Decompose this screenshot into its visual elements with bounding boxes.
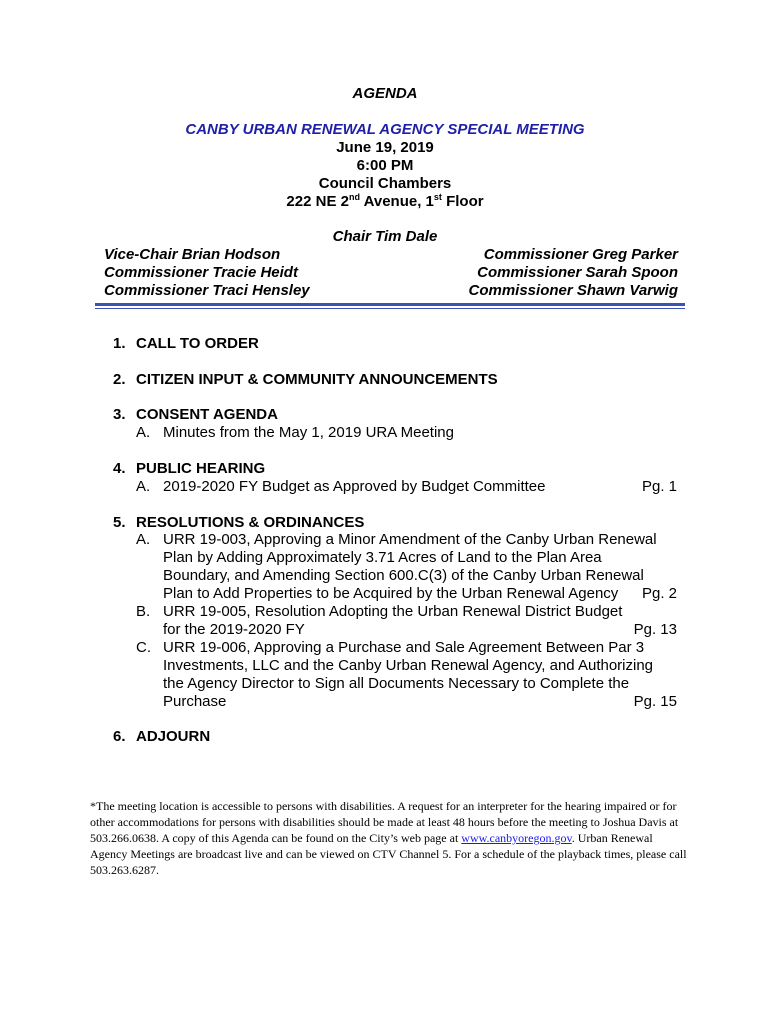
item-letter: A. [136, 531, 151, 548]
item-letter: C. [136, 639, 151, 656]
section-number: 3. [113, 406, 126, 423]
item-letter: B. [136, 603, 151, 620]
meeting-date: June 19, 2019 [336, 139, 434, 156]
section-public-hearing: PUBLIC HEARING [136, 460, 266, 477]
page-reference: Pg. 1 [641, 478, 677, 495]
item-letter: A. [136, 478, 151, 495]
chair-name: Chair Tim Dale [332, 228, 438, 245]
page-reference: Pg. 15 [633, 693, 677, 710]
section-number: 1. [113, 335, 126, 352]
item-letter: A. [136, 424, 151, 441]
item-text: Plan to Add Properties to be Acquired by the Urban Renewal Agency [163, 585, 619, 602]
item-text: Boundary, and Amending Section 600.C(3) of the Canby Urban Renewal [163, 567, 644, 584]
item-text: URR 19-005, Resolution Adopting the Urban Renewal District Budget [163, 603, 623, 620]
official-left: Commissioner Traci Hensley [104, 282, 310, 299]
official-left: Vice-Chair Brian Hodson [104, 246, 281, 263]
official-right: Commissioner Greg Parker [483, 246, 678, 263]
item-text: Plan by Adding Approximately 3.71 Acres of Land to the Plan Area [163, 549, 602, 566]
agenda-label: AGENDA [352, 85, 418, 102]
section-resolutions: RESOLUTIONS & ORDINANCES [136, 514, 365, 531]
accessibility-note: *The meeting location is accessible to persons with disabilities. A request for an interpreter for the hearing impaired or for other accommodations for persons with disabilities should be made at least 48 hours before the meeting to Joshua Davis at 503.266.0638. A copy of this Agenda can be found on the City’s web page at www.canbyoregon.gov. Urban Renewal Agency Meetings are broadcast live and can be viewed on CTV Channel 5. For a schedule of the playback times, please call 503.263.6287. [90, 799, 687, 877]
item-text: URR 19-003, Approving a Minor Amendment of the Canby Urban Renewal [163, 531, 657, 548]
item-text: Minutes from the May 1, 2019 URA Meeting [163, 424, 454, 441]
section-number: 6. [113, 728, 126, 745]
official-right: Commissioner Sarah Spoon [477, 264, 678, 281]
section-number: 5. [113, 514, 126, 531]
section-number: 4. [113, 460, 126, 477]
section-adjourn: ADJOURN [136, 728, 211, 745]
item-text: Investments, LLC and the Canby Urban Renewal Agency, and Authorizing [163, 657, 654, 674]
city-website-link[interactable]: www.canbyoregon.gov [461, 831, 572, 845]
meeting-address: 222 NE 2nd Avenue, 1st Floor [286, 192, 484, 210]
meeting-location: Council Chambers [318, 175, 452, 192]
section-number: 2. [113, 371, 126, 388]
item-text: the Agency Director to Sign all Documents Necessary to Complete the [163, 675, 630, 692]
item-text: for the 2019-2020 FY [163, 621, 305, 638]
meeting-title: CANBY URBAN RENEWAL AGENCY SPECIAL MEETING [185, 121, 585, 138]
item-text: 2019-2020 FY Budget as Approved by Budget Committee [163, 478, 546, 495]
section-call-to-order: CALL TO ORDER [136, 335, 259, 352]
divider-rule-thin [95, 308, 685, 309]
section-consent-agenda: CONSENT AGENDA [136, 406, 278, 423]
item-text: URR 19-006, Approving a Purchase and Sale Agreement Between Par 3 [163, 639, 645, 656]
official-left: Commissioner Tracie Heidt [104, 264, 298, 281]
page-reference: Pg. 2 [641, 585, 677, 602]
section-citizen-input: CITIZEN INPUT & COMMUNITY ANNOUNCEMENTS [136, 371, 498, 388]
meeting-time: 6:00 PM [356, 157, 414, 174]
item-text: Purchase [163, 693, 227, 710]
page-reference: Pg. 13 [633, 621, 677, 638]
official-right: Commissioner Shawn Varwig [468, 282, 678, 299]
divider-rule [95, 303, 685, 306]
